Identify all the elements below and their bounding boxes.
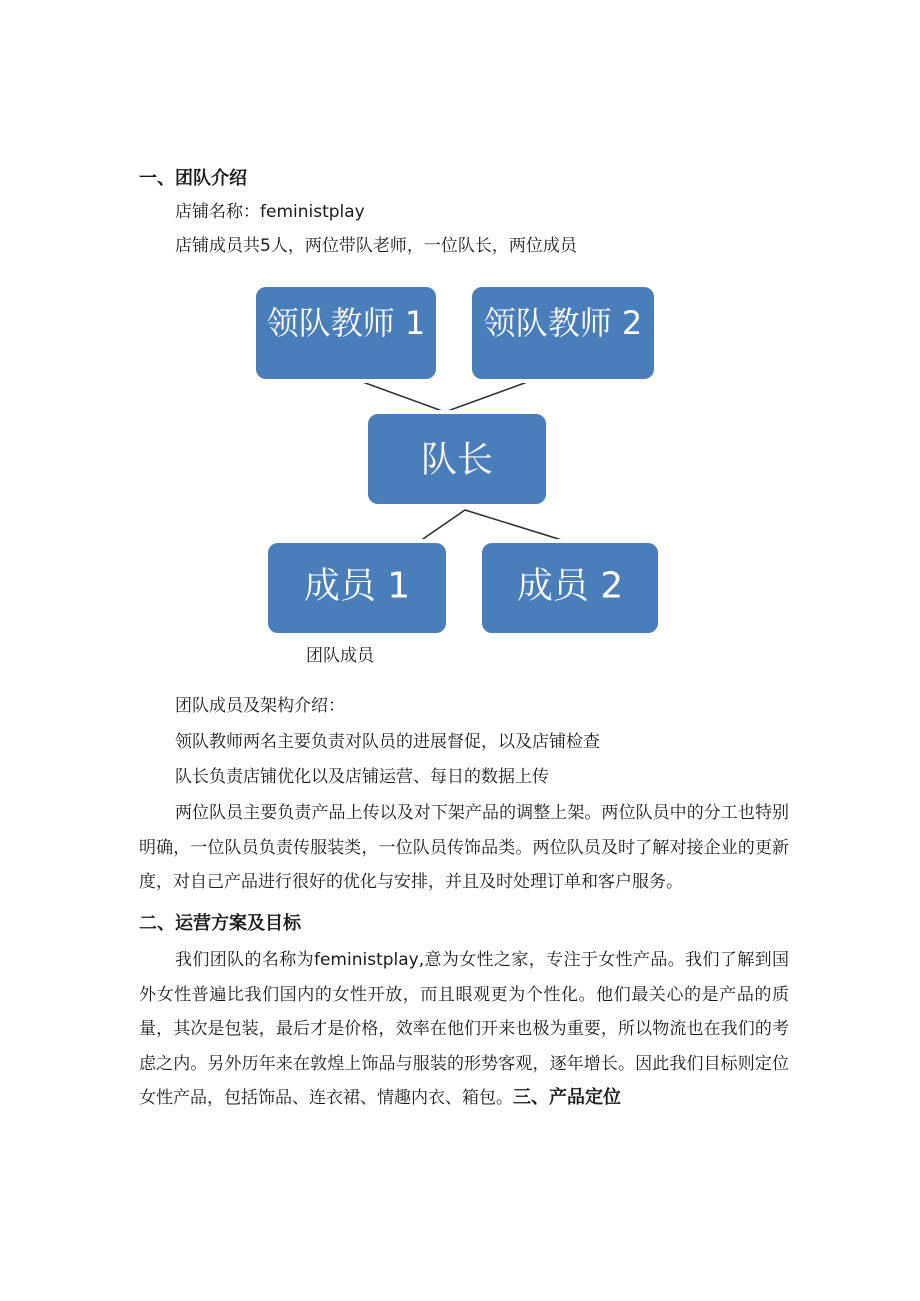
- org-chart: [240, 275, 680, 645]
- org-chart-caption: 团队成员: [306, 646, 374, 666]
- captain-description: 队长负责店铺优化以及店铺运营、每日的数据上传: [175, 767, 549, 787]
- node-captain-label: 队长: [420, 439, 494, 481]
- captain-to-members-connector: [420, 510, 565, 541]
- node-leader-teacher-2: [470, 285, 656, 381]
- section-2-paragraph-text: 我们团队的名称为feministplay,意为女性之家，专注于女性产品。我们了解到国外女性普遍比我们国内的女性开放，而且眼观更为个性化。他们最关心的是产品的质量，其次是包装，最后才是价格，效率在他们开来也极为重要，所以物流也在我们的考虑之内。另外历年来在敦煌上饰品与服装的形势客观，逐年增长。因此我们目标则定位女性产品，包括饰品、连衣裙、情趣内衣、箱包。: [139, 950, 789, 1108]
- section-1-heading: 一、团队介绍: [139, 168, 247, 189]
- node-captain: [366, 412, 548, 506]
- structure-intro-label: 团队成员及架构介绍：: [175, 696, 345, 716]
- section-3-heading-inline: 三、产品定位: [513, 1087, 621, 1108]
- node-leader-teacher-2-label: 领队教师 2: [483, 304, 643, 342]
- section-2-paragraph: [139, 943, 789, 1116]
- node-member-1: [266, 541, 448, 635]
- node-member-1-label: 成员 1: [303, 565, 411, 607]
- teachers-description: 领队教师两名主要负责对队员的进展督促，以及店铺检查: [175, 732, 600, 752]
- node-member-2: [480, 541, 660, 635]
- members-description-paragraph: 两位队员主要负责产品上传以及对下架产品的调整上架。两位队员中的分工也特别明确，一位队员负责传服装类，一位队员传饰品类。两位队员及时了解对接企业的更新度，对自己产品进行很好的优化与安排，并且及时处理订单和客户服务。: [139, 803, 789, 892]
- store-name-line: 店铺名称：feministplay: [175, 202, 365, 222]
- node-leader-teacher-1-label: 领队教师 1: [266, 304, 426, 342]
- members-summary-line: 店铺成员共5人，两位带队老师，一位队长，两位成员: [175, 236, 577, 256]
- section-2-heading: 二、运营方案及目标: [139, 913, 301, 934]
- teachers-to-captain-connector: [360, 381, 530, 412]
- node-leader-teacher-1: [254, 285, 438, 381]
- node-member-2-label: 成员 2: [516, 565, 624, 607]
